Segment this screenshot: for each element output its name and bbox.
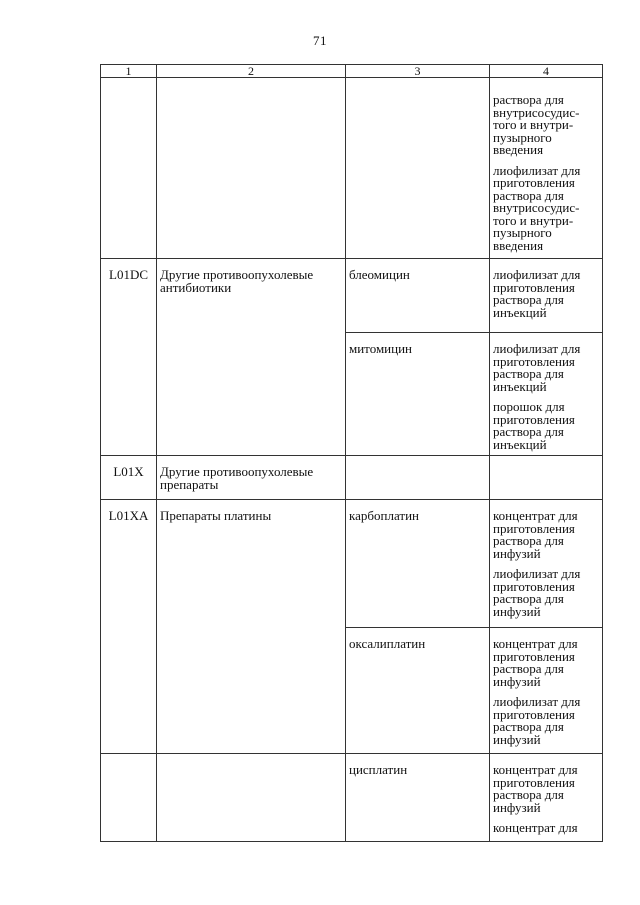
dosage-forms-cell: [490, 754, 603, 842]
drug-name-cell: блеомицин: [346, 259, 490, 333]
drug-name-cell: цисплатин: [346, 754, 490, 842]
column-number: 1: [101, 65, 157, 78]
atc-code-cell: L01DC: [101, 259, 157, 456]
dosage-forms-cell: [490, 628, 603, 754]
drug-name-cell: [346, 456, 490, 500]
column-number: 2: [157, 65, 346, 78]
dosage-form: лиофилизат для приготовления раствора для инфузий: [493, 694, 581, 747]
group-name-cell: Другие противоопухолевые препараты: [157, 456, 346, 500]
drug-name-cell: [346, 78, 490, 259]
dosage-forms-cell: [490, 500, 603, 628]
table-row: [101, 78, 603, 259]
page-number: 71: [313, 33, 327, 48]
table-row: [101, 500, 603, 628]
dosage-form: лиофилизат для приготовления раствора для инъекций: [493, 267, 581, 320]
column-number: 3: [346, 65, 490, 78]
dosage-form: порошок для приготовления раствора для инъекций: [493, 399, 575, 452]
dosage-form: концентрат для приготовления раствора для инфузий: [493, 636, 578, 689]
drug-name-cell: карбоплатин: [346, 500, 490, 628]
atc-code-cell: L01XA: [101, 500, 157, 754]
dosage-form: лиофилизат для приготовления раствора для инъекций: [493, 341, 581, 394]
dosage-form: концентрат для: [493, 820, 578, 835]
group-name-cell: Другие противоопухолевые антибиотики: [157, 259, 346, 456]
dosage-forms-cell: [490, 333, 603, 456]
dosage-forms-cell: [490, 259, 603, 333]
dosage-forms-cell: [490, 456, 603, 500]
atc-code-cell: [101, 754, 157, 842]
dosage-forms-cell: [490, 78, 603, 259]
table-row: [101, 259, 603, 333]
group-name-cell: [157, 754, 346, 842]
column-number: 4: [490, 65, 603, 78]
dosage-form: концентрат для приготовления раствора для инфузий: [493, 762, 578, 815]
table-row: [101, 754, 603, 842]
drug-name-cell: оксалиплатин: [346, 628, 490, 754]
table-row: [101, 456, 603, 500]
atc-code-cell: L01X: [101, 456, 157, 500]
dosage-form: раствора для внутрисосудис-того и внутри-пузырного введения: [493, 92, 580, 157]
dosage-form: лиофилизат для приготовления раствора для инфузий: [493, 566, 581, 619]
dosage-form: концентрат для приготовления раствора для инфузий: [493, 508, 578, 561]
dosage-form: лиофилизат для приготовления раствора для внутрисосудис-того и внутри-пузырного введения: [493, 162, 581, 253]
group-name-cell: Препараты платины: [157, 500, 346, 754]
drug-table: [100, 64, 603, 842]
column-number-row: [101, 65, 603, 78]
atc-code-cell: [101, 78, 157, 259]
drug-name-cell: митомицин: [346, 333, 490, 456]
group-name-cell: [157, 78, 346, 259]
